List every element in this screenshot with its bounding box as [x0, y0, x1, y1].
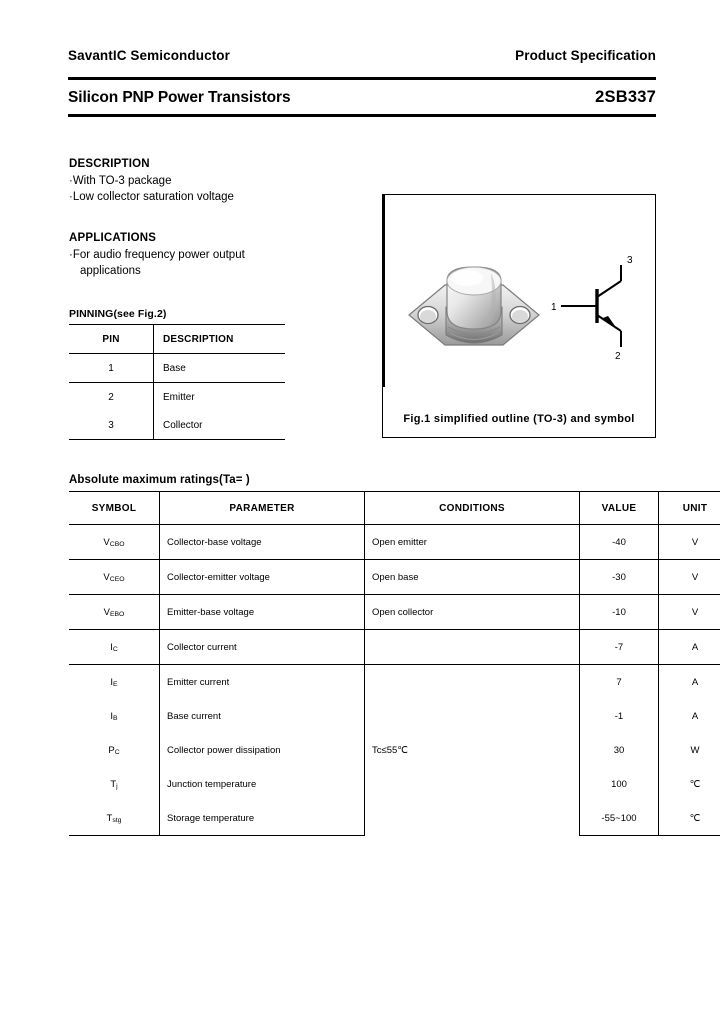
description-section	[69, 158, 369, 205]
rating-conditions: Open base	[365, 560, 580, 595]
table-header-row	[69, 492, 720, 525]
applications-bullet: ·For audio frequency power output	[69, 249, 245, 261]
header-rule-bottom	[68, 114, 656, 117]
rating-symbol: $I_E$	[69, 665, 160, 700]
header-rule-top	[68, 77, 656, 80]
rating-symbol: $P_C$	[69, 733, 160, 767]
rating-conditions: Tc≤55℃	[365, 665, 580, 836]
rating-parameter: Storage temperature	[160, 801, 365, 836]
pin-number: 3	[69, 411, 154, 440]
rating-value: -55~100	[580, 801, 659, 836]
rating-value: -10	[580, 595, 659, 630]
rating-unit: V	[659, 595, 720, 630]
column-header-value: VALUE	[580, 492, 659, 525]
applications-section	[69, 232, 369, 279]
pinning-table	[69, 324, 285, 440]
to3-package-image	[399, 259, 549, 369]
title-row	[68, 88, 656, 107]
rating-unit: V	[659, 525, 720, 560]
figure-caption: Fig.1 simplified outline (TO-3) and symbol	[403, 413, 635, 425]
table-row	[69, 630, 720, 665]
pin-number: 1	[69, 354, 154, 383]
pin-description: Collector	[154, 411, 286, 440]
ratings-section	[69, 474, 708, 836]
column-header-unit: UNIT	[659, 492, 720, 525]
part-number: 2SB337	[595, 88, 656, 106]
column-header-symbol: SYMBOL	[69, 492, 160, 525]
document-type: Product Specification	[515, 48, 656, 63]
symbol-pin-1-label: 1	[551, 302, 557, 313]
rating-symbol: $V_{EBO}$	[69, 595, 160, 630]
rating-parameter: Collector power dissipation	[160, 733, 365, 767]
ratings-title: Absolute maximum ratings(Ta= )	[69, 474, 250, 486]
rating-conditions: Open emitter	[365, 525, 580, 560]
figure-1-box	[382, 194, 656, 438]
rating-value: -30	[580, 560, 659, 595]
description-bullet: ·With TO-3 package	[69, 175, 172, 187]
figure-border-artifact	[382, 195, 385, 387]
table-row	[69, 383, 285, 412]
rating-parameter: Emitter-base voltage	[160, 595, 365, 630]
rating-parameter: Emitter current	[160, 665, 365, 700]
rating-value: 7	[580, 665, 659, 700]
ratings-table	[69, 491, 720, 836]
rating-unit: ℃	[689, 778, 701, 790]
rating-unit: A	[691, 710, 699, 722]
column-header-pin: PIN	[69, 325, 154, 354]
rating-parameter: Collector-emitter voltage	[160, 560, 365, 595]
rating-unit: A	[659, 630, 720, 665]
rating-value: 30	[580, 733, 659, 767]
pinning-section	[69, 308, 285, 440]
rating-value: -1	[580, 699, 659, 733]
rating-value: 100	[580, 767, 659, 801]
rating-unit: ℃	[659, 801, 720, 836]
table-row	[69, 411, 285, 440]
pin-description: Base	[154, 354, 286, 383]
column-header-conditions: CONDITIONS	[365, 492, 580, 525]
rating-parameter: Collector-base voltage	[160, 525, 365, 560]
rating-unit: V	[659, 560, 720, 595]
rating-conditions	[365, 630, 580, 665]
description-heading: DESCRIPTION	[69, 158, 150, 170]
applications-bullet: applications	[80, 265, 141, 277]
column-header-description: DESCRIPTION	[154, 325, 286, 354]
rating-symbol: $V_{CEO}$	[69, 560, 160, 595]
rating-symbol: $V_{CBO}$	[69, 525, 160, 560]
rating-parameter: Collector current	[160, 630, 365, 665]
pinning-title: PINNING(see Fig.2)	[69, 308, 167, 320]
rating-unit: W	[690, 744, 700, 756]
table-row	[69, 525, 720, 560]
symbol-pin-2-label: 2	[615, 351, 621, 361]
column-header-parameter: PARAMETER	[160, 492, 365, 525]
table-row	[69, 665, 720, 700]
rating-symbol: $T_{stg}$	[69, 801, 160, 836]
pnp-transistor-symbol	[551, 251, 647, 361]
pin-number: 2	[69, 383, 154, 412]
pin-description: Emitter	[163, 391, 195, 403]
description-bullet: ·Low collector saturation voltage	[69, 191, 234, 203]
table-row	[69, 560, 720, 595]
rating-value: -40	[580, 525, 659, 560]
rating-symbol: $T_j$	[69, 767, 160, 801]
table-header-row	[69, 325, 285, 354]
rating-symbol: $I_C$	[69, 630, 160, 665]
rating-value: -7	[580, 630, 659, 665]
page-title: Silicon PNP Power Transistors	[68, 89, 291, 106]
page-header	[68, 48, 656, 63]
symbol-pin-3-label: 3	[627, 255, 633, 266]
rating-parameter: Junction temperature	[160, 767, 365, 801]
table-row	[69, 595, 720, 630]
rating-symbol: $I_B$	[69, 699, 160, 733]
rating-unit: A	[691, 676, 699, 688]
applications-heading: APPLICATIONS	[69, 232, 157, 244]
table-row	[69, 354, 285, 383]
company-name: SavantIC Semiconductor	[68, 48, 230, 63]
rating-parameter: Base current	[160, 699, 365, 733]
rating-conditions: Open collector	[365, 595, 580, 630]
